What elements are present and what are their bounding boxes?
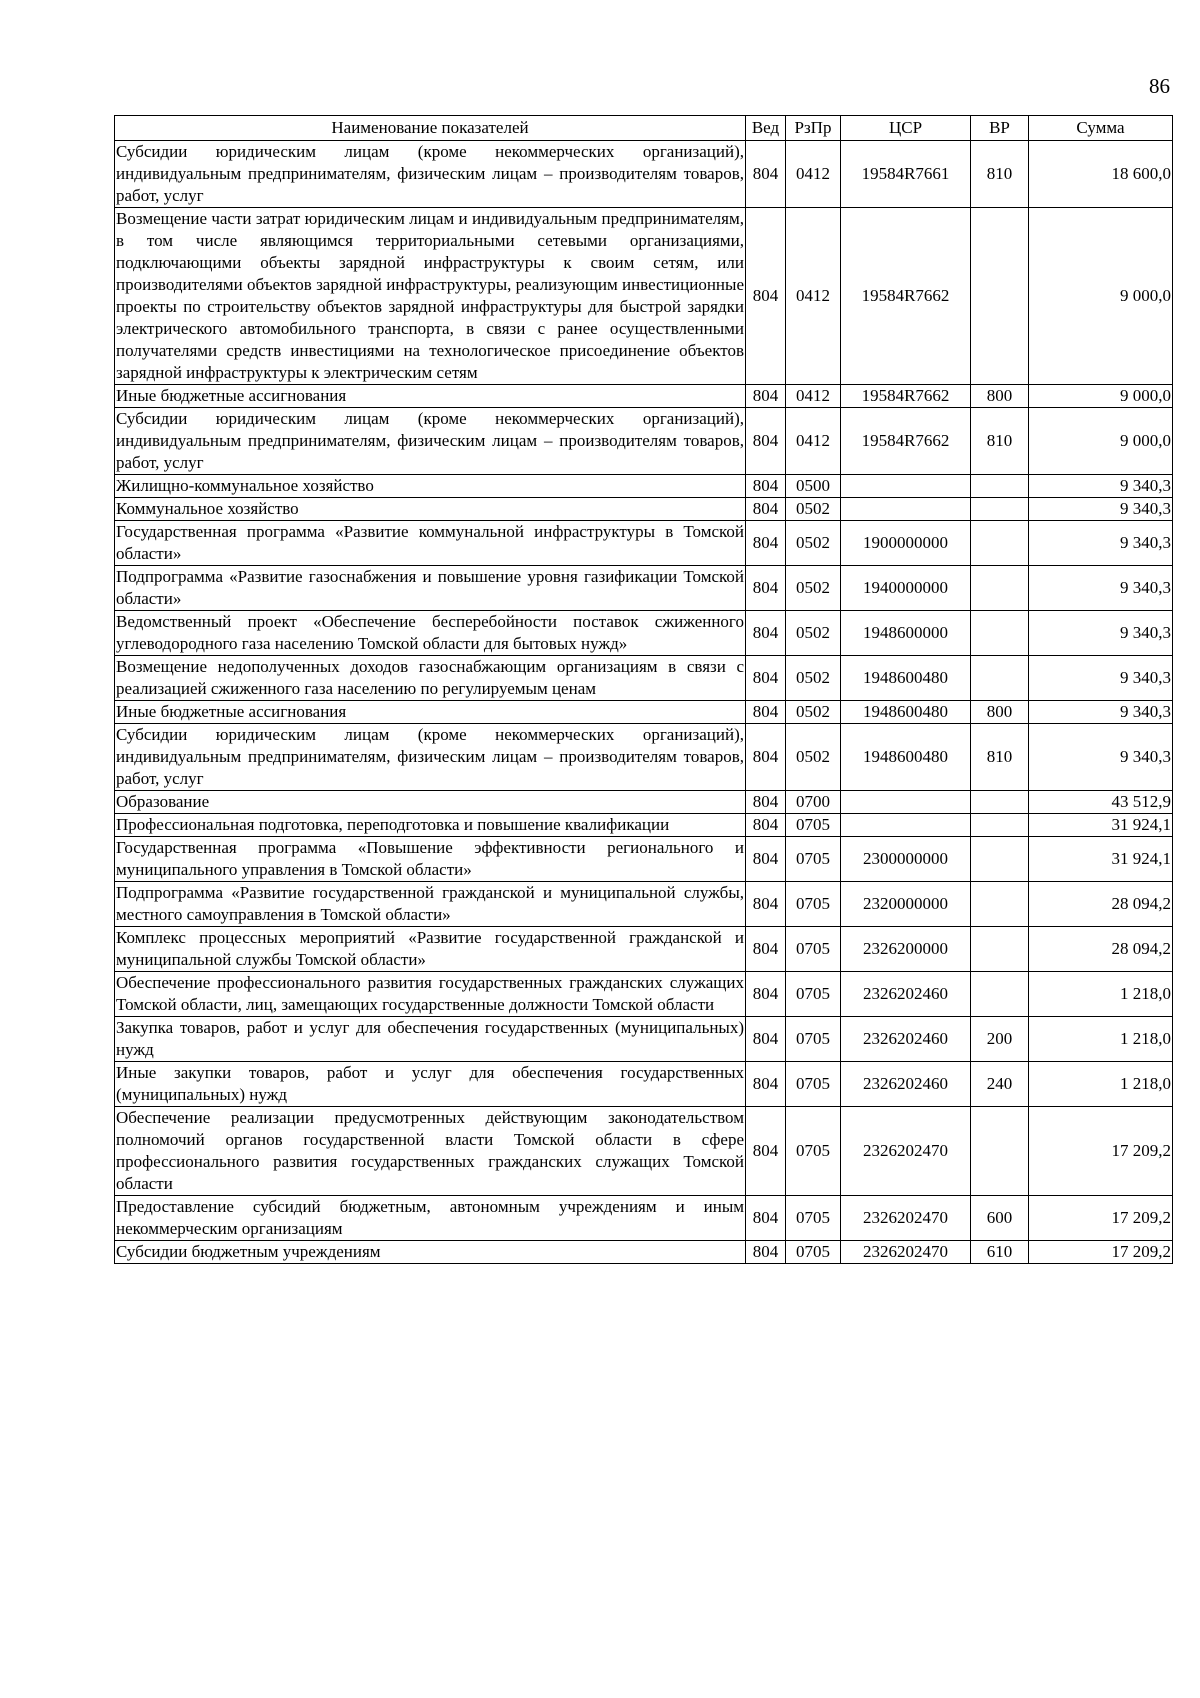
ved-cell: 804 — [746, 701, 786, 724]
ved-cell: 804 — [746, 1062, 786, 1107]
rzpr-cell: 0705 — [786, 927, 841, 972]
sum-cell: 1 218,0 — [1029, 1017, 1173, 1062]
vr-cell — [971, 791, 1029, 814]
sum-cell: 17 209,2 — [1029, 1196, 1173, 1241]
vr-cell — [971, 656, 1029, 701]
vr-cell: 610 — [971, 1241, 1029, 1264]
csr-cell: 19584R7661 — [841, 141, 971, 208]
indicator-name-cell: Подпрограмма «Развитие газоснабжения и повышение уровня газификации Томской области» — [115, 566, 746, 611]
vr-cell — [971, 972, 1029, 1017]
indicator-name-cell: Субсидии бюджетным учреждениям — [115, 1241, 746, 1264]
rzpr-cell: 0705 — [786, 1062, 841, 1107]
csr-cell: 2300000000 — [841, 837, 971, 882]
rzpr-cell: 0700 — [786, 791, 841, 814]
sum-cell: 9 340,3 — [1029, 724, 1173, 791]
sum-cell: 1 218,0 — [1029, 1062, 1173, 1107]
table-header — [115, 116, 1173, 141]
rzpr-cell: 0502 — [786, 656, 841, 701]
table-row — [115, 927, 1173, 972]
table-row — [115, 385, 1173, 408]
table-row — [115, 724, 1173, 791]
indicator-name-cell: Коммунальное хозяйство — [115, 498, 746, 521]
ved-cell: 804 — [746, 791, 786, 814]
csr-cell: 2326200000 — [841, 927, 971, 972]
ved-cell: 804 — [746, 837, 786, 882]
ved-cell: 804 — [746, 927, 786, 972]
header-row — [115, 116, 1173, 141]
vr-cell: 810 — [971, 408, 1029, 475]
indicator-name-cell: Ведомственный проект «Обеспечение бесперебойности поставок сжиженного углеводородного газа населению Томской области для бытовых нужд» — [115, 611, 746, 656]
table-row — [115, 656, 1173, 701]
rzpr-cell: 0412 — [786, 408, 841, 475]
header-csr: ЦСР — [841, 116, 971, 141]
ved-cell: 804 — [746, 882, 786, 927]
rzpr-cell: 0502 — [786, 611, 841, 656]
csr-cell: 19584R7662 — [841, 208, 971, 385]
sum-cell: 43 512,9 — [1029, 791, 1173, 814]
header-sum: Сумма — [1029, 116, 1173, 141]
csr-cell: 2326202460 — [841, 1017, 971, 1062]
rzpr-cell: 0705 — [786, 1241, 841, 1264]
table-row — [115, 208, 1173, 385]
rzpr-cell: 0502 — [786, 566, 841, 611]
table-row — [115, 814, 1173, 837]
rzpr-cell: 0502 — [786, 521, 841, 566]
rzpr-cell: 0705 — [786, 1196, 841, 1241]
ved-cell: 804 — [746, 1196, 786, 1241]
rzpr-cell: 0705 — [786, 814, 841, 837]
rzpr-cell: 0705 — [786, 837, 841, 882]
ved-cell: 804 — [746, 408, 786, 475]
table-row — [115, 972, 1173, 1017]
sum-cell: 28 094,2 — [1029, 927, 1173, 972]
ved-cell: 804 — [746, 566, 786, 611]
rzpr-cell: 0502 — [786, 701, 841, 724]
vr-cell: 810 — [971, 141, 1029, 208]
vr-cell — [971, 521, 1029, 566]
rzpr-cell: 0705 — [786, 882, 841, 927]
sum-cell: 9 340,3 — [1029, 566, 1173, 611]
indicator-name-cell: Иные бюджетные ассигнования — [115, 701, 746, 724]
sum-cell: 9 340,3 — [1029, 656, 1173, 701]
rzpr-cell: 0705 — [786, 1107, 841, 1196]
header-rzpr: РзПр — [786, 116, 841, 141]
indicator-name-cell: Предоставление субсидий бюджетным, автономным учреждениям и иным некоммерческим организациям — [115, 1196, 746, 1241]
vr-cell — [971, 611, 1029, 656]
csr-cell: 2326202460 — [841, 1062, 971, 1107]
table-row — [115, 1196, 1173, 1241]
ved-cell: 804 — [746, 498, 786, 521]
indicator-name-cell: Возмещение недополученных доходов газоснабжающим организациям в связи с реализацией сжиженного газа населению по регулируемым ценам — [115, 656, 746, 701]
ved-cell: 804 — [746, 521, 786, 566]
header-name: Наименование показателей — [115, 116, 746, 141]
vr-cell: 600 — [971, 1196, 1029, 1241]
sum-cell: 18 600,0 — [1029, 141, 1173, 208]
indicator-name-cell: Образование — [115, 791, 746, 814]
vr-cell — [971, 1107, 1029, 1196]
sum-cell: 1 218,0 — [1029, 972, 1173, 1017]
csr-cell: 1948600480 — [841, 724, 971, 791]
csr-cell — [841, 498, 971, 521]
table-row — [115, 475, 1173, 498]
vr-cell — [971, 208, 1029, 385]
ved-cell: 804 — [746, 208, 786, 385]
sum-cell: 9 000,0 — [1029, 385, 1173, 408]
rzpr-cell: 0412 — [786, 141, 841, 208]
csr-cell: 1948600480 — [841, 701, 971, 724]
rzpr-cell: 0705 — [786, 972, 841, 1017]
vr-cell — [971, 566, 1029, 611]
indicator-name-cell: Обеспечение реализации предусмотренных действующим законодательством полномочий органов государственной власти Томской области в сфере профессионального развития государственных гражданских служащих Томской области — [115, 1107, 746, 1196]
csr-cell — [841, 475, 971, 498]
ved-cell: 804 — [746, 656, 786, 701]
sum-cell: 9 340,3 — [1029, 701, 1173, 724]
indicator-name-cell: Жилищно-коммунальное хозяйство — [115, 475, 746, 498]
vr-cell — [971, 814, 1029, 837]
vr-cell: 200 — [971, 1017, 1029, 1062]
vr-cell — [971, 927, 1029, 972]
table-row — [115, 611, 1173, 656]
table-row — [115, 521, 1173, 566]
sum-cell: 9 000,0 — [1029, 208, 1173, 385]
indicator-name-cell: Иные закупки товаров, работ и услуг для обеспечения государственных (муниципальных) нужд — [115, 1062, 746, 1107]
csr-cell: 1940000000 — [841, 566, 971, 611]
sum-cell: 9 000,0 — [1029, 408, 1173, 475]
indicator-name-cell: Подпрограмма «Развитие государственной гражданской и муниципальной службы, местного самоуправления в Томской области» — [115, 882, 746, 927]
table-row — [115, 498, 1173, 521]
csr-cell — [841, 791, 971, 814]
table-row — [115, 1017, 1173, 1062]
vr-cell — [971, 498, 1029, 521]
ved-cell: 804 — [746, 385, 786, 408]
csr-cell: 2326202470 — [841, 1107, 971, 1196]
page-number: 86 — [1149, 74, 1170, 98]
indicator-name-cell: Субсидии юридическим лицам (кроме некоммерческих организаций), индивидуальным предпринимателям, физическим лицам – производителям товаров, работ, услуг — [115, 141, 746, 208]
ved-cell: 804 — [746, 1017, 786, 1062]
ved-cell: 804 — [746, 1107, 786, 1196]
ved-cell: 804 — [746, 724, 786, 791]
csr-cell: 19584R7662 — [841, 385, 971, 408]
rzpr-cell: 0412 — [786, 208, 841, 385]
header-ved: Вед — [746, 116, 786, 141]
csr-cell: 1900000000 — [841, 521, 971, 566]
csr-cell: 2320000000 — [841, 882, 971, 927]
ved-cell: 804 — [746, 1241, 786, 1264]
sum-cell: 17 209,2 — [1029, 1241, 1173, 1264]
csr-cell — [841, 814, 971, 837]
header-vr: ВР — [971, 116, 1029, 141]
ved-cell: 804 — [746, 972, 786, 1017]
vr-cell — [971, 882, 1029, 927]
vr-cell — [971, 837, 1029, 882]
csr-cell: 19584R7662 — [841, 408, 971, 475]
vr-cell: 800 — [971, 385, 1029, 408]
indicator-name-cell: Субсидии юридическим лицам (кроме некоммерческих организаций), индивидуальным предпринимателям, физическим лицам – производителям товаров, работ, услуг — [115, 408, 746, 475]
table-row — [115, 566, 1173, 611]
indicator-name-cell: Иные бюджетные ассигнования — [115, 385, 746, 408]
ved-cell: 804 — [746, 814, 786, 837]
table-row — [115, 408, 1173, 475]
vr-cell: 240 — [971, 1062, 1029, 1107]
sum-cell: 17 209,2 — [1029, 1107, 1173, 1196]
csr-cell: 2326202460 — [841, 972, 971, 1017]
csr-cell: 1948600480 — [841, 656, 971, 701]
indicator-name-cell: Закупка товаров, работ и услуг для обеспечения государственных (муниципальных) нужд — [115, 1017, 746, 1062]
ved-cell: 804 — [746, 475, 786, 498]
rzpr-cell: 0705 — [786, 1017, 841, 1062]
indicator-name-cell: Государственная программа «Развитие коммунальной инфраструктуры в Томской области» — [115, 521, 746, 566]
table-row — [115, 1062, 1173, 1107]
sum-cell: 28 094,2 — [1029, 882, 1173, 927]
table-row — [115, 1107, 1173, 1196]
indicator-name-cell: Комплекс процессных мероприятий «Развитие государственной гражданской и муниципальной службы Томской области» — [115, 927, 746, 972]
sum-cell: 31 924,1 — [1029, 814, 1173, 837]
table-body — [115, 141, 1173, 1264]
sum-cell: 9 340,3 — [1029, 475, 1173, 498]
table-row — [115, 1241, 1173, 1264]
budget-table — [114, 115, 1173, 1264]
table-row — [115, 837, 1173, 882]
indicator-name-cell: Обеспечение профессионального развития государственных гражданских служащих Томской области, лиц, замещающих государственные должности Томской области — [115, 972, 746, 1017]
csr-cell: 2326202470 — [841, 1196, 971, 1241]
vr-cell — [971, 475, 1029, 498]
rzpr-cell: 0502 — [786, 724, 841, 791]
csr-cell: 2326202470 — [841, 1241, 971, 1264]
indicator-name-cell: Субсидии юридическим лицам (кроме некоммерческих организаций), индивидуальным предпринимателям, физическим лицам – производителям товаров, работ, услуг — [115, 724, 746, 791]
table-row — [115, 141, 1173, 208]
sum-cell: 31 924,1 — [1029, 837, 1173, 882]
vr-cell: 800 — [971, 701, 1029, 724]
table-row — [115, 701, 1173, 724]
csr-cell: 1948600000 — [841, 611, 971, 656]
ved-cell: 804 — [746, 141, 786, 208]
sum-cell: 9 340,3 — [1029, 498, 1173, 521]
sum-cell: 9 340,3 — [1029, 611, 1173, 656]
indicator-name-cell: Государственная программа «Повышение эффективности регионального и муниципального управления в Томской области» — [115, 837, 746, 882]
rzpr-cell: 0412 — [786, 385, 841, 408]
indicator-name-cell: Возмещение части затрат юридическим лицам и индивидуальным предпринимателям, в том числе являющимся территориальными сетевыми организациями, подключающими объекты зарядной инфраструктуры к своим сетям, или производителями объектов зарядной инфраструктуры, реализующим инвестиционные проекты по строительству объектов зарядной инфраструктуры для быстрой зарядки электрического автомобильного транспорта, в связи с ранее осуществленными получателями средств инвестициями на технологическое присоединение объектов зарядной инфраструктуры к электрическим сетям — [115, 208, 746, 385]
table-row — [115, 791, 1173, 814]
ved-cell: 804 — [746, 611, 786, 656]
vr-cell: 810 — [971, 724, 1029, 791]
rzpr-cell: 0500 — [786, 475, 841, 498]
indicator-name-cell: Профессиональная подготовка, переподготовка и повышение квалификации — [115, 814, 746, 837]
rzpr-cell: 0502 — [786, 498, 841, 521]
table-row — [115, 882, 1173, 927]
sum-cell: 9 340,3 — [1029, 521, 1173, 566]
